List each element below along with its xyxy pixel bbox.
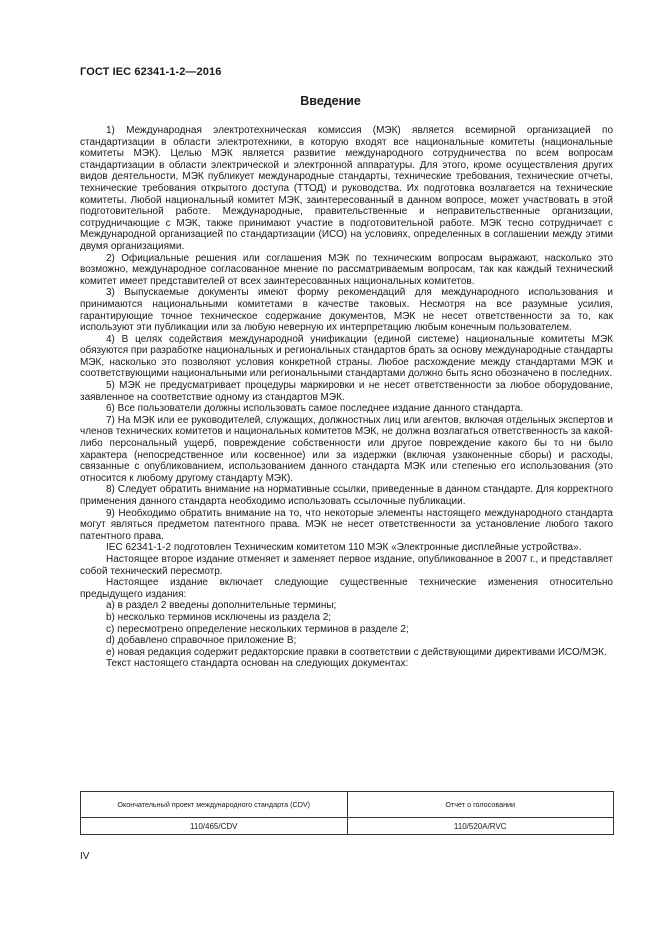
table-header-vote: Отчет о голосовании: [347, 792, 614, 818]
paragraph-1: 1) Международная электротехническая комиссия (МЭК) является всемирной организацией по стандартизации в области электротехники, в которую входят все национальные комитеты (национальные комитеты МЭК). Целью МЭК является развитие международного сотрудничества по всем вопросам стандартизации в области электрической и электронной аппаратуры. Для этого, кроме осуществления других видов деятельности, МЭК публикует международные стандарты, технические требования, технические отчеты, технические требования открытого доступа (ТТОД) и руководства. Их подготовка возлагается на технические комитеты. Любой национальный комитет МЭК, заинтересованный в данном вопросе, может участвовать в этой подготовительной работе. Международные, правительственные и неправительственные организации, сотрудничающие с МЭК, также принимают участие в подготовительной работе. МЭК тесно сотрудничает с Международной организацией по стандартизации (ИСО) на условиях, определенных в соглашении между этими двумя организациями.: [80, 125, 613, 252]
section-title: Введение: [300, 94, 361, 108]
document-header: ГОСТ IEC 62341-1-2—2016: [80, 66, 222, 78]
paragraph-3: 3) Выпускаемые документы имеют форму рекомендаций для международного использования и принимаются национальными комитетами в качестве таковых. Несмотря на все разумные усилия, гарантирующие точное техническое содержание документов, МЭК не несет ответственности за то, как используют эти публикации или за любую неверную их интерпретацию любым конечным пользователем.: [80, 287, 613, 334]
documents-table: [80, 791, 614, 835]
change-item: d) добавлено справочное приложение В;: [106, 635, 297, 647]
paragraph-6: 6) Все пользователи должны использовать самое последнее издание данного стандарта.: [106, 403, 524, 415]
document-body: [80, 125, 613, 670]
change-item: а) в раздел 2 введены дополнительные термины;: [106, 600, 337, 612]
paragraph-4: 4) В целях содействия международной унификации (единой системе) национальные комитеты МЭК обязуются при разработке национальных и региональных стандартов брать за основу международные стандарты МЭК, насколько это позволяют условия конкретной страны. Любое расхождение между стандартами МЭК и соответствующими национальными или региональными стандартами должно быть ясно обозначено в последних.: [80, 333, 613, 380]
paragraph-edition: Настоящее второе издание отменяет и заменяет первое издание, опубликованное в 2007 г., и представляет собой технический пересмотр.: [80, 553, 613, 577]
paragraph-9: 9) Необходимо обратить внимание на то, что некоторые элементы настоящего международного стандарта могут являться предметом патентного права. МЭК не несет ответственности за установление любого такого патентного права.: [80, 507, 613, 542]
paragraph-8: 8) Следует обратить внимание на нормативные ссылки, приведенные в данном стандарте. Для корректного применения данного стандарта необходимо использовать ссылочные публикации.: [80, 484, 613, 507]
change-item: c) пересмотрено определение нескольких терминов в разделе 2;: [106, 623, 409, 635]
paragraph-7: 7) На МЭК или ее руководителей, служащих, должностных лиц или агентов, включая отдельных экспертов и членов технических комитетов и национальных комитетов МЭК, не должна возлагаться ответственность за какой-либо персональный ущерб, повреждение собственности или другое повреждение какого бы то ни было характера (непосредственное или косвенное) или за издержки (включая узаконенные сборы) и расходы, связанные с опубликованием, использованием данного стандарта МЭК или степенью его использования (это относится к любому другому стандарту МЭК).: [80, 414, 613, 484]
paragraph-basis: Текст настоящего стандарта основан на следующих документах:: [106, 658, 409, 670]
table-row: [81, 818, 614, 835]
paragraph-tc-prepared: IEC 62341-1-2 подготовлен Техническим комитетом 110 МЭК «Электронные дисплейные устройства».: [106, 542, 582, 554]
change-item: b) несколько терминов исключены из раздела 2;: [106, 611, 332, 623]
paragraph-2: 2) Официальные решения или соглашения МЭК по техническим вопросам выражают, насколько это возможно, международное согласованное мнение по рассматриваемым вопросам, так как каждый технический комитет имеет представителей от всех заинтересованных национальных комитетов.: [80, 252, 613, 287]
table-cell-rvc: 110/520A/RVC: [347, 818, 614, 835]
page-number: IV: [80, 851, 90, 862]
table-header-cdv: Окончательный проект международного стандарта (CDV): [81, 792, 348, 818]
change-item: е) новая редакция содержит редакторские правки в соответствии с действующими директивами ИСО/МЭК.: [106, 646, 607, 658]
paragraph-changes-intro: Настоящее издание включает следующие существенные технические изменения относительно предыдущего издания:: [80, 577, 613, 600]
table-header-row: [81, 792, 614, 818]
table-cell-cdv: 110/465/CDV: [81, 818, 348, 835]
paragraph-5: 5) МЭК не предусматривает процедуры маркировки и не несет ответственности за любое оборудование, заявленное на соответствие одному из стандартов МЭК.: [80, 380, 613, 403]
